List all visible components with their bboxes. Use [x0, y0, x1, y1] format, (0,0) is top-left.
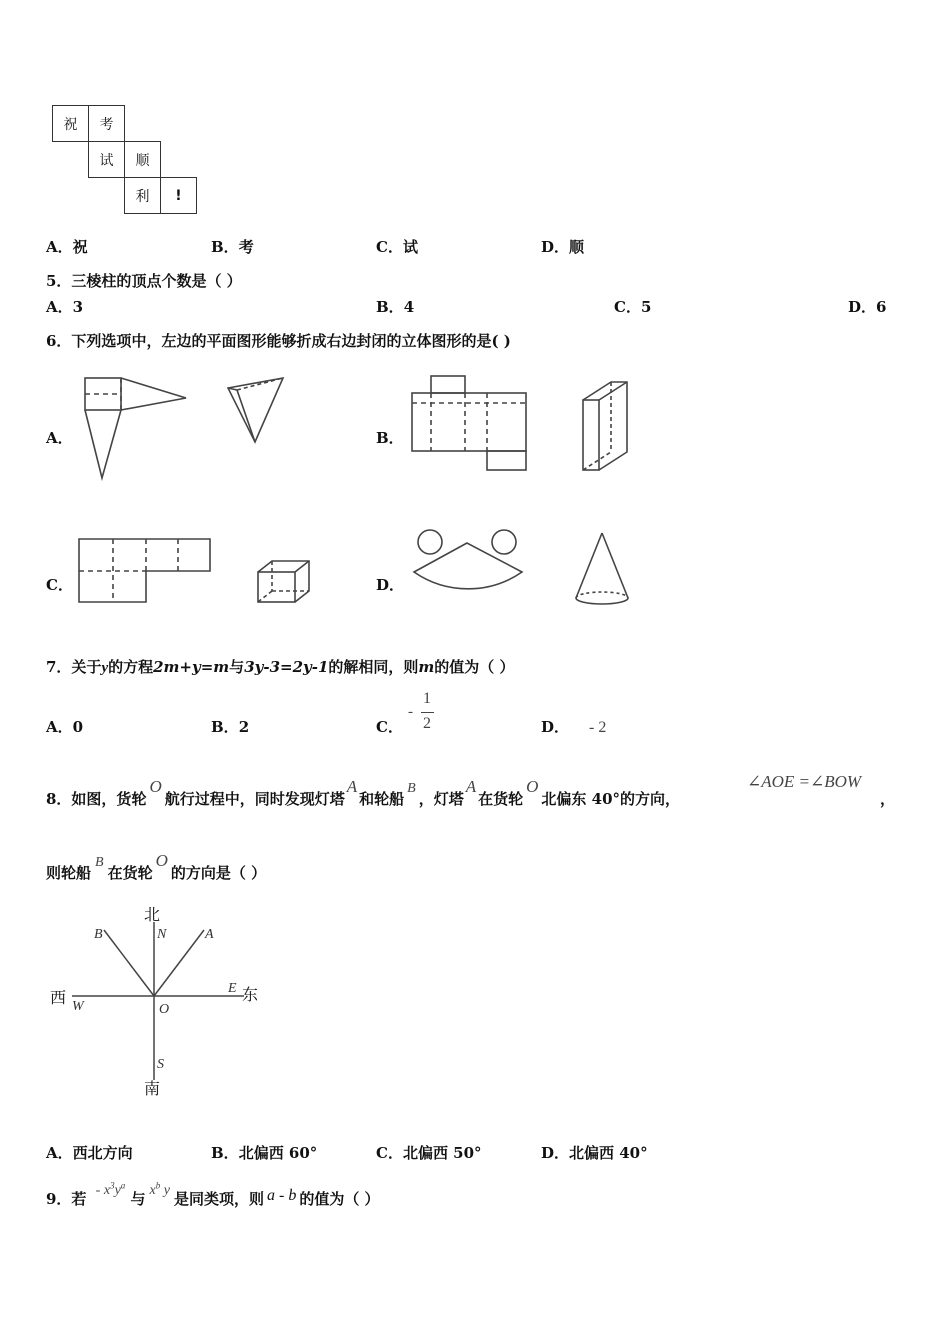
q6-stem: 6．下列选项中，左边的平面图形能够折成右边封闭的立体图形的是( )	[46, 332, 511, 350]
q6-figures	[0, 360, 700, 620]
q8-option-a: A．西北方向	[46, 1144, 133, 1162]
q6-option-b-label: B．	[376, 429, 404, 447]
label-s: S	[157, 1057, 164, 1072]
q5-option-a: A．3	[46, 298, 84, 316]
label-b: B	[94, 927, 103, 942]
q4-option-d: D．顺	[541, 238, 585, 256]
net-cell-1: 祝	[52, 105, 89, 142]
q6-a-solid	[228, 378, 283, 442]
q6-b-solid	[583, 382, 627, 470]
q8-compass-diagram	[44, 900, 274, 1100]
q6-b-net	[412, 376, 526, 470]
q5-stem: 5．三棱柱的顶点个数是（ ）	[46, 272, 242, 290]
q9-expression: a - b	[266, 1187, 297, 1204]
label-o: O	[159, 1002, 170, 1017]
q8-option-c: C．北偏西 50°	[376, 1144, 482, 1162]
q6-d-net	[414, 530, 522, 589]
q9-term1: - $x^3y^a$	[95, 1180, 126, 1198]
q7-option-d: D． - 2	[541, 718, 607, 736]
q6-c-solid	[258, 561, 309, 602]
q4-option-c: C．试	[376, 238, 418, 256]
label-n: N	[157, 927, 167, 942]
q8-stem-line1: 8．如图，货轮O航行过程中，同时发现灯塔A和轮船B，灯塔A在货轮O北偏东 40°的方向，	[46, 777, 681, 808]
label-east: 东	[242, 987, 259, 1004]
q8-option-b: B．北偏西 60°	[211, 1144, 318, 1162]
label-w: W	[72, 999, 84, 1014]
label-a: A	[205, 927, 214, 942]
q6-option-c-label: C．	[46, 576, 73, 594]
q7-stem: 7．关于y的方程2m+y=m与3y-3=2y-1的解相同，则m的值为（ ）	[46, 658, 515, 676]
net-cell-4: 顺	[124, 141, 161, 178]
q8-option-d: D．北偏西 40°	[541, 1144, 648, 1162]
q7-fraction: - 1 2	[408, 690, 438, 740]
net-cell-6: !	[160, 177, 197, 214]
q5-option-d: D．6	[848, 298, 887, 316]
net-cell-5: 利	[124, 177, 161, 214]
q9-stem: 9．若 - $x^3y^a$ 与 $x^b$ y 是同类项，则 a - b 的值为（ ）	[46, 1180, 380, 1208]
q8-angle-relation: ∠AOE =∠BOW	[747, 772, 862, 791]
q4-option-b: B．考	[211, 238, 254, 256]
q6-option-d-label: D．	[376, 576, 405, 594]
q5-option-c: C．5	[614, 298, 652, 316]
q4-option-a: A．祝	[46, 238, 88, 256]
label-e: E	[228, 981, 237, 996]
q6-a-net	[85, 378, 186, 478]
q8-comma: ，	[880, 790, 896, 808]
net-cell-3: 试	[88, 141, 125, 178]
q6-c-net	[79, 539, 210, 602]
q7-option-c: C．	[376, 718, 403, 736]
label-north: 北	[144, 907, 161, 924]
label-south: 南	[144, 1081, 161, 1098]
q8-stem-line2: 则轮船B在货轮O的方向是（ ）	[46, 851, 267, 882]
q7-option-b: B．2	[211, 718, 250, 736]
label-west: 西	[50, 990, 67, 1007]
q6-option-a-label: A．	[46, 429, 73, 447]
net-cell-2: 考	[88, 105, 125, 142]
q6-d-solid	[576, 533, 628, 604]
ray-ob	[104, 930, 154, 996]
q7-option-a: A．0	[46, 718, 84, 736]
q9-term2: $x^b$ y	[149, 1180, 170, 1198]
q5-option-b: B．4	[376, 298, 415, 316]
